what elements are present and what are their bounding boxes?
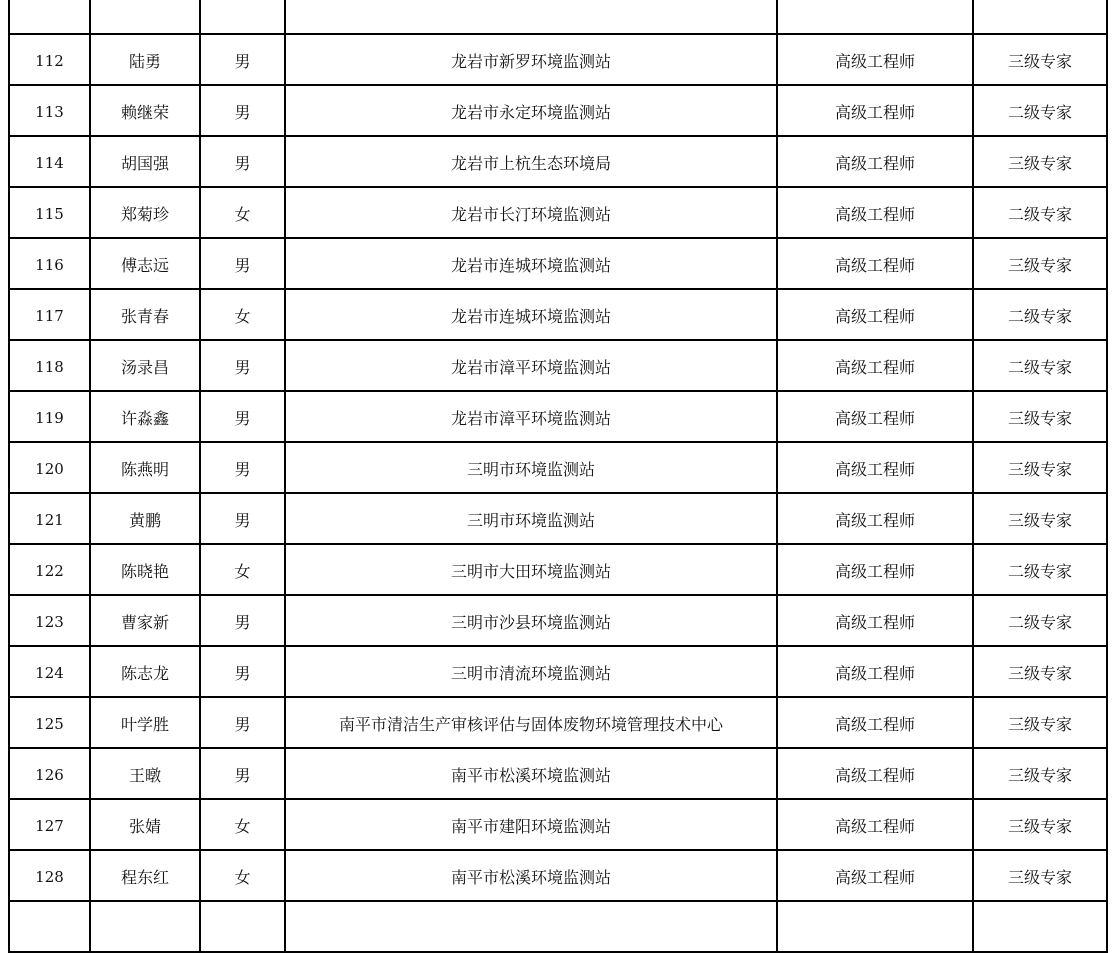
- cell-unit: 三明市沙县环境监测站: [285, 595, 777, 646]
- cell-name: 王暾: [90, 748, 200, 799]
- cell-title: 高级工程师: [777, 340, 973, 391]
- cell-gender: 男: [200, 391, 285, 442]
- cell-title: 高级工程师: [777, 595, 973, 646]
- cell-gender: 女: [200, 799, 285, 850]
- cell-name: 陆勇: [90, 34, 200, 85]
- cell-title: 高级工程师: [777, 646, 973, 697]
- table-row: [9, 289, 1107, 340]
- table-row: [9, 595, 1107, 646]
- cell-expert-level: 三级专家: [973, 799, 1107, 850]
- cell-title: 高级工程师: [777, 34, 973, 85]
- table-row: [9, 544, 1107, 595]
- cell-gender: 男: [200, 646, 285, 697]
- table-row: [9, 238, 1107, 289]
- cell-gender: 男: [200, 340, 285, 391]
- table-row: [9, 85, 1107, 136]
- cell-number: 121: [9, 493, 90, 544]
- cell-title: 高级工程师: [777, 391, 973, 442]
- cell-number: 124: [9, 646, 90, 697]
- cell-gender: 男: [200, 442, 285, 493]
- table-row: [9, 34, 1107, 85]
- cell-gender: 男: [200, 85, 285, 136]
- cell-title: 高级工程师: [777, 493, 973, 544]
- cell-number: 122: [9, 544, 90, 595]
- cell-expert-level: 三级专家: [973, 136, 1107, 187]
- cell-number: 116: [9, 238, 90, 289]
- cell-gender: 女: [200, 289, 285, 340]
- table-row: [9, 136, 1107, 187]
- cell-name: 汤录昌: [90, 340, 200, 391]
- cell-unit: 龙岩市长汀环境监测站: [285, 187, 777, 238]
- cell-title: 高级工程师: [777, 187, 973, 238]
- expert-list-table: [8, 0, 1108, 953]
- cell-unit: 南平市建阳环境监测站: [285, 799, 777, 850]
- cell-name: 郑菊珍: [90, 187, 200, 238]
- cell-number: 119: [9, 391, 90, 442]
- cell-name: 陈晓艳: [90, 544, 200, 595]
- table-row: [9, 442, 1107, 493]
- cell-title: 高级工程师: [777, 442, 973, 493]
- cell-title: 高级工程师: [777, 289, 973, 340]
- cell-name: 张青春: [90, 289, 200, 340]
- cell-title: 高级工程师: [777, 238, 973, 289]
- cell-expert-level: 三级专家: [973, 748, 1107, 799]
- cell-name: 许淼鑫: [90, 391, 200, 442]
- cell-number: 125: [9, 697, 90, 748]
- cell-number: 117: [9, 289, 90, 340]
- cell-title: 高级工程师: [777, 544, 973, 595]
- cell-name: 程东红: [90, 850, 200, 901]
- table-row: [9, 799, 1107, 850]
- table-body: [9, 0, 1107, 952]
- table-row: [9, 748, 1107, 799]
- table-row-top-partial: [9, 0, 1107, 34]
- table-row: [9, 850, 1107, 901]
- cell-name: 曹家新: [90, 595, 200, 646]
- cell-number: 115: [9, 187, 90, 238]
- cell-gender: 男: [200, 34, 285, 85]
- cell-number: 126: [9, 748, 90, 799]
- cell-name: 傅志远: [90, 238, 200, 289]
- table-row: [9, 493, 1107, 544]
- cell-unit: 龙岩市新罗环境监测站: [285, 34, 777, 85]
- cell-name: 叶学胜: [90, 697, 200, 748]
- cell-number: 123: [9, 595, 90, 646]
- cell-title: 高级工程师: [777, 748, 973, 799]
- cell-name: 赖继荣: [90, 85, 200, 136]
- cell-expert-level: 二级专家: [973, 595, 1107, 646]
- cell-title: 高级工程师: [777, 799, 973, 850]
- table-row-bottom-partial: [9, 901, 1107, 952]
- cell-unit: 龙岩市漳平环境监测站: [285, 391, 777, 442]
- cell-unit: 南平市松溪环境监测站: [285, 748, 777, 799]
- cell-number: 118: [9, 340, 90, 391]
- cell-gender: 女: [200, 544, 285, 595]
- cell-name: 陈燕明: [90, 442, 200, 493]
- cell-expert-level: 三级专家: [973, 442, 1107, 493]
- cell-number: 128: [9, 850, 90, 901]
- cell-unit: 龙岩市漳平环境监测站: [285, 340, 777, 391]
- cell-gender: 男: [200, 136, 285, 187]
- cell-expert-level: 三级专家: [973, 697, 1107, 748]
- cell-number: 113: [9, 85, 90, 136]
- cell-expert-level: 三级专家: [973, 646, 1107, 697]
- cell-unit: 龙岩市连城环境监测站: [285, 289, 777, 340]
- cell-unit: 南平市松溪环境监测站: [285, 850, 777, 901]
- table-row: [9, 646, 1107, 697]
- cell-name: 张婧: [90, 799, 200, 850]
- cell-expert-level: 三级专家: [973, 238, 1107, 289]
- cell-gender: 女: [200, 187, 285, 238]
- cell-gender: 男: [200, 697, 285, 748]
- cell-title: 高级工程师: [777, 697, 973, 748]
- table-row: [9, 340, 1107, 391]
- cell-expert-level: 二级专家: [973, 187, 1107, 238]
- cell-unit: 南平市清洁生产审核评估与固体废物环境管理技术中心: [285, 697, 777, 748]
- cell-unit: 三明市环境监测站: [285, 493, 777, 544]
- cell-gender: 女: [200, 850, 285, 901]
- cell-gender: 男: [200, 595, 285, 646]
- cell-expert-level: 二级专家: [973, 289, 1107, 340]
- cell-expert-level: 三级专家: [973, 34, 1107, 85]
- cell-name: 胡国强: [90, 136, 200, 187]
- cell-expert-level: 二级专家: [973, 544, 1107, 595]
- cell-expert-level: 三级专家: [973, 850, 1107, 901]
- cell-title: 高级工程师: [777, 136, 973, 187]
- cell-unit: 三明市环境监测站: [285, 442, 777, 493]
- cell-number: 127: [9, 799, 90, 850]
- table-row: [9, 187, 1107, 238]
- cell-number: 114: [9, 136, 90, 187]
- cell-gender: 男: [200, 493, 285, 544]
- cell-expert-level: 三级专家: [973, 493, 1107, 544]
- cell-unit: 龙岩市永定环境监测站: [285, 85, 777, 136]
- cell-unit: 三明市大田环境监测站: [285, 544, 777, 595]
- cell-title: 高级工程师: [777, 85, 973, 136]
- cell-expert-level: 二级专家: [973, 85, 1107, 136]
- table-row: [9, 391, 1107, 442]
- table-row: [9, 697, 1107, 748]
- cell-title: 高级工程师: [777, 850, 973, 901]
- cell-expert-level: 三级专家: [973, 391, 1107, 442]
- cell-number: 120: [9, 442, 90, 493]
- cell-gender: 男: [200, 238, 285, 289]
- cell-name: 陈志龙: [90, 646, 200, 697]
- cell-unit: 三明市清流环境监测站: [285, 646, 777, 697]
- cell-number: 112: [9, 34, 90, 85]
- cell-unit: 龙岩市连城环境监测站: [285, 238, 777, 289]
- cell-expert-level: 二级专家: [973, 340, 1107, 391]
- cell-name: 黄鹏: [90, 493, 200, 544]
- cell-gender: 男: [200, 748, 285, 799]
- cell-unit: 龙岩市上杭生态环境局: [285, 136, 777, 187]
